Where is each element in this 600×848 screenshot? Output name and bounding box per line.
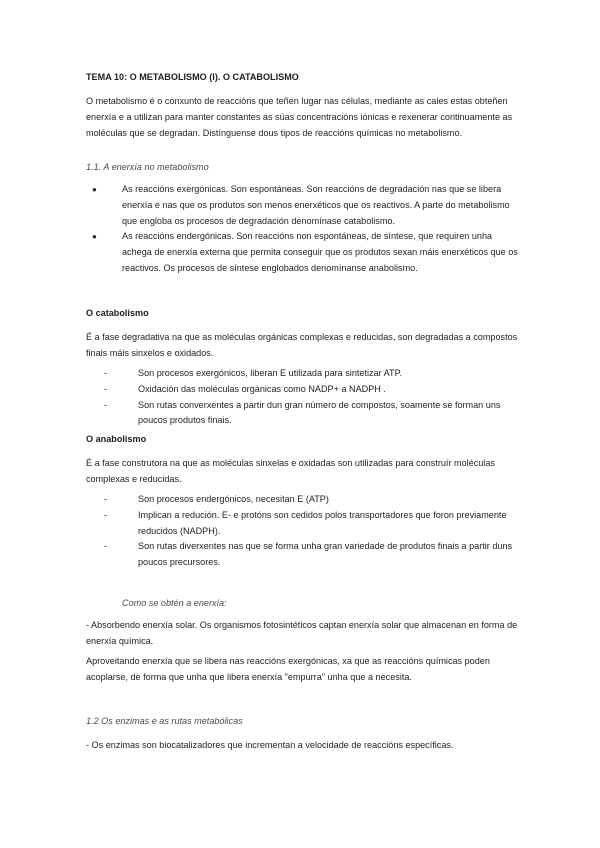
energy-source-paragraph-2: Aproveitando enerxía que se libera nas reaccións exergónicas, xa que as reaccións químicas poden acoplarse, de forma que unha que libera enerxía "empurra" unha que a necesita. bbox=[86, 656, 490, 682]
list-item-text: As reaccións endergónicas. Son reaccións non espontáneas, de síntese, que requiren unha achega de enerxía externa que permita conseguir que os produtos sexan máis enerxéticos que os reactivos. Os procesos de síntese englobados denomínanse anabolismo. bbox=[122, 231, 518, 273]
list-item-text: Son rutas diverxentes nas que se forma unha gran variedade de produtos finais a partir duns poucos precursores. bbox=[138, 541, 513, 568]
intro-paragraph: O metabolismo é o conxunto de reaccións que teñen lugar nas células, mediante as cales estas obteñen enerxía e a utilizan para manter constantes as súas concentracións iónicas e rexenerar continuamente as moléculas que se degradan. Distínguense dous tipos de reaccións químicas no metabolismo. bbox=[86, 96, 513, 138]
list-item bbox=[102, 508, 518, 540]
catabolism-list bbox=[102, 366, 518, 429]
catabolism-heading: O catabolismo bbox=[86, 308, 149, 318]
section-heading-enzymes: 1.2 Os enzimas e as rutas metabólicas bbox=[86, 716, 243, 726]
list-item bbox=[102, 492, 518, 508]
list-item-text: Son procesos exergónicos, liberan E utilizada para sintetizar ATP. bbox=[138, 368, 403, 378]
list-item bbox=[102, 382, 518, 398]
list-item bbox=[86, 182, 518, 229]
list-item bbox=[102, 398, 518, 430]
dash-marker: - bbox=[104, 509, 108, 520]
list-item bbox=[102, 539, 518, 571]
anabolism-list bbox=[102, 492, 518, 571]
catabolism-paragraph: É a fase degradativa na que as moléculas orgánicas complexas e reducidas, son degradadas a compostos finais máis sinxelos e oxidados. bbox=[86, 332, 518, 358]
list-item-text: Oxidación das moléculas orgánicas como NADP+ a NADPH . bbox=[138, 383, 386, 394]
bullet-marker: ● bbox=[92, 185, 97, 194]
energy-source-paragraph-1: - Absorbendo enerxía solar. Os organismos fotosintéticos captan enerxía solar que almacenan en forma de enerxía química. bbox=[86, 620, 518, 646]
reaction-types-list bbox=[86, 182, 518, 277]
list-item-text: Son procesos endergónicos, necesitan E (ATP) bbox=[138, 494, 329, 504]
dash-marker: - bbox=[104, 494, 108, 504]
list-item-text: Implican a redución. E- e protóns son cedidos polos transportadores que foron previamente reducidos (NADPH). bbox=[138, 509, 507, 536]
list-item bbox=[102, 366, 518, 382]
anabolism-paragraph: É a fase construtora na que as moléculas sinxelas e oxidadas son utilizadas para construír moléculas complexas e reducidas. bbox=[86, 458, 495, 484]
list-item-text: Son rutas converxentes a partir dun gran número de compostos, soamente se forman uns poucos produtos finais. bbox=[138, 399, 501, 426]
section-heading-energy: 1.1. A enerxía no metabolismo bbox=[86, 162, 209, 172]
list-item-text: As reaccións exergónicas. Son espontáneas. Son reaccións de degradación nas que se libera enerxía e nas que os produtos son menos enerxéticos que os reactivos. A parte do metabolismo que engloba os procesos de degradación denomínase catabolismo. bbox=[122, 184, 510, 226]
dash-marker: - bbox=[104, 399, 108, 410]
list-item bbox=[86, 229, 518, 276]
dash-marker: - bbox=[104, 541, 108, 552]
dash-marker: - bbox=[104, 383, 108, 394]
anabolism-heading: O anabolismo bbox=[86, 434, 147, 444]
energy-source-heading: Como se obtén a enerxía: bbox=[122, 598, 227, 608]
bullet-marker: ● bbox=[92, 232, 97, 242]
dash-marker: - bbox=[104, 368, 108, 378]
enzymes-paragraph: - Os enzimas son biocatalizadores que incrementan a velocidade de reaccións específicas. bbox=[86, 740, 454, 750]
document-title: TEMA 10: O METABOLISMO (I). O CATABOLISMO bbox=[86, 72, 299, 82]
